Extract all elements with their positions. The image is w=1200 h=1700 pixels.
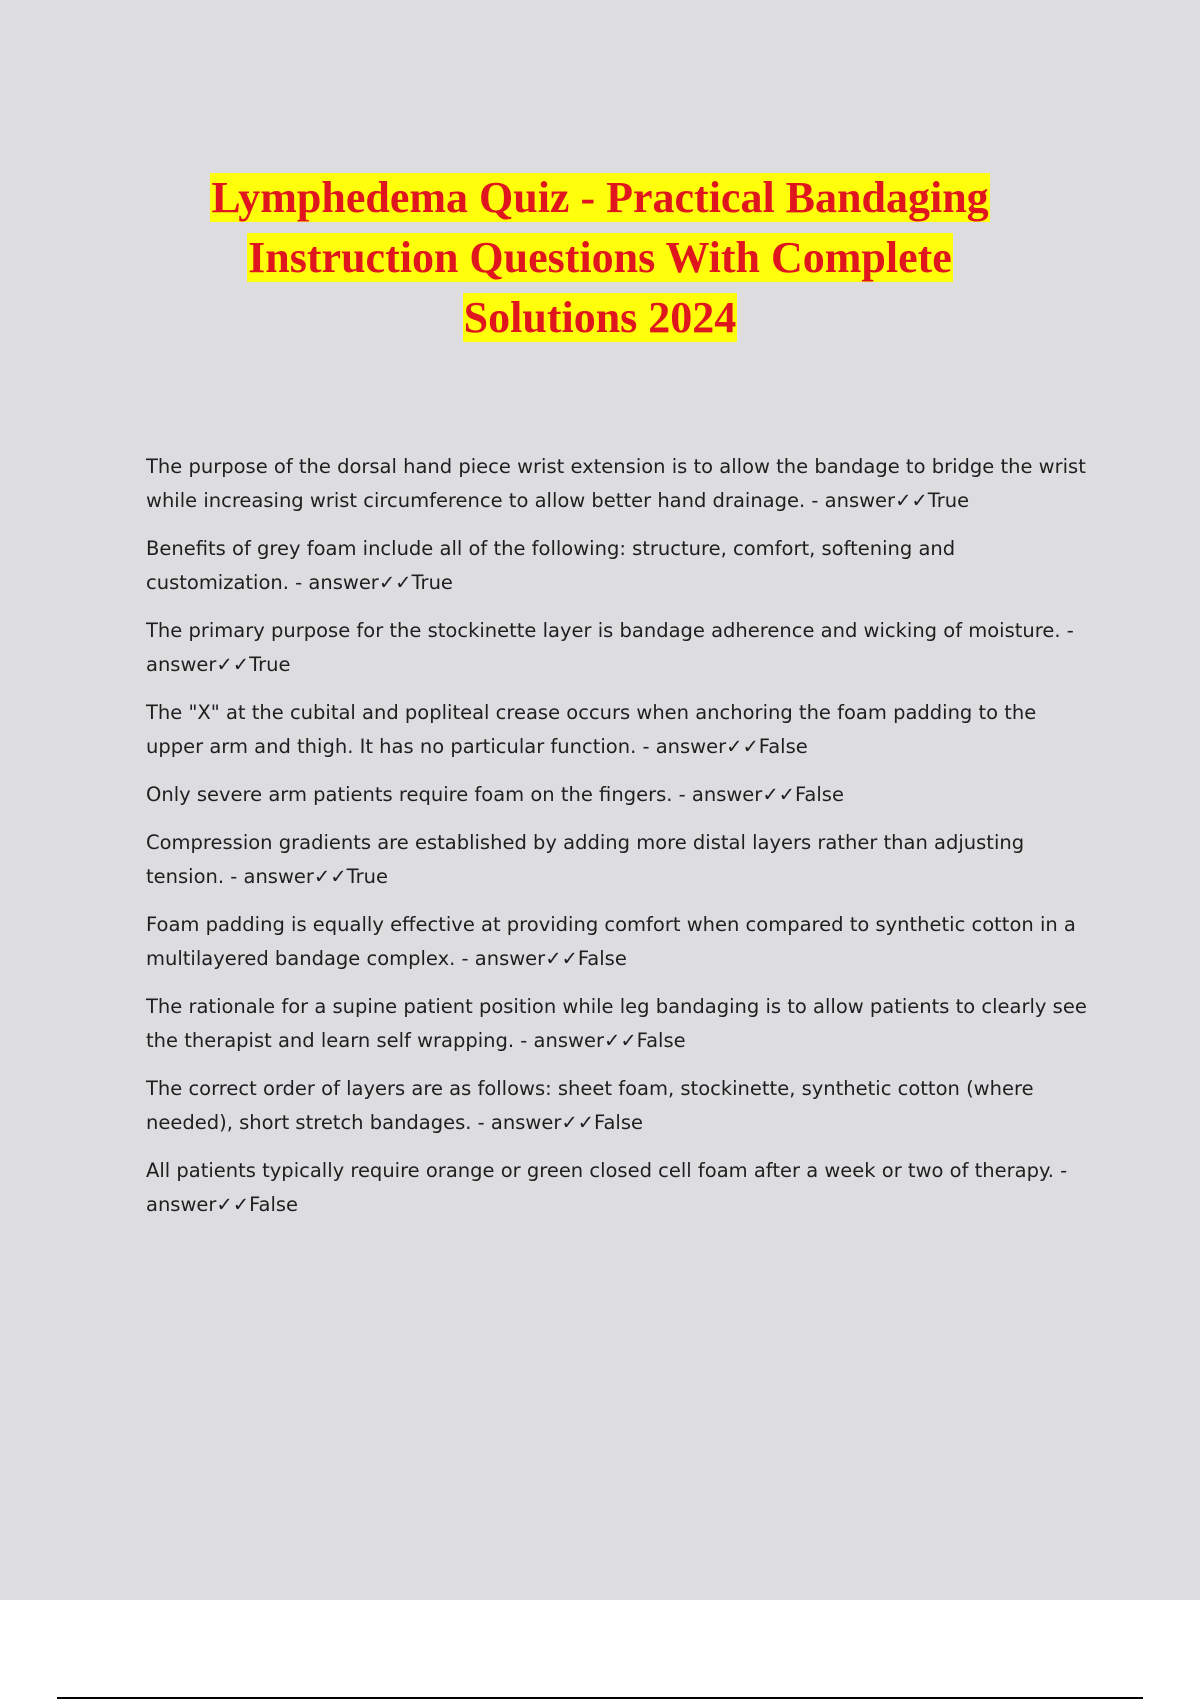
title-line-3-text: Solutions 2024 <box>463 293 737 342</box>
qa-item-7: Foam padding is equally effective at providing comfort when compared to synthetic cotton in a multilayered bandage complex. - answer✓✓False <box>146 913 1076 970</box>
qa-item-8: The rationale for a supine patient position while leg bandaging is to allow patients to clearly see the therapist and learn self wrapping. - answer✓✓False <box>146 995 1087 1052</box>
title-line-1 <box>0 168 1200 228</box>
title-line-1-text: Lymphedema Quiz - Practical Bandaging <box>211 173 989 222</box>
qa-item-2: Benefits of grey foam include all of the following: structure, comfort, softening and customization. - answer✓✓True <box>146 537 956 594</box>
title-line-3 <box>0 288 1200 348</box>
qa-item-4: The "X" at the cubital and popliteal crease occurs when anchoring the foam padding to the upper arm and thigh. It has no particular function. - answer✓✓False <box>146 701 1037 758</box>
question-answer-list <box>146 450 1096 1236</box>
title-line-2-text: Instruction Questions With Complete <box>248 233 952 282</box>
document-title <box>0 168 1200 348</box>
qa-item-6: Compression gradients are established by adding more distal layers rather than adjusting tension. - answer✓✓True <box>146 831 1025 888</box>
footer-divider <box>57 1697 1143 1699</box>
qa-item-3: The primary purpose for the stockinette layer is bandage adherence and wicking of moisture. - answer✓✓True <box>146 619 1074 676</box>
title-line-2 <box>0 228 1200 288</box>
qa-item-9: The correct order of layers are as follows: sheet foam, stockinette, synthetic cotton (where needed), short stretch bandages. - answer✓✓False <box>146 1077 1034 1134</box>
qa-item-1: The purpose of the dorsal hand piece wrist extension is to allow the bandage to bridge the wrist while increasing wrist circumference to allow better hand drainage. - answer✓✓True <box>146 455 1086 512</box>
qa-item-10: All patients typically require orange or green closed cell foam after a week or two of therapy. - answer✓✓False <box>146 1159 1068 1216</box>
qa-item-5: Only severe arm patients require foam on the fingers. - answer✓✓False <box>146 783 844 806</box>
